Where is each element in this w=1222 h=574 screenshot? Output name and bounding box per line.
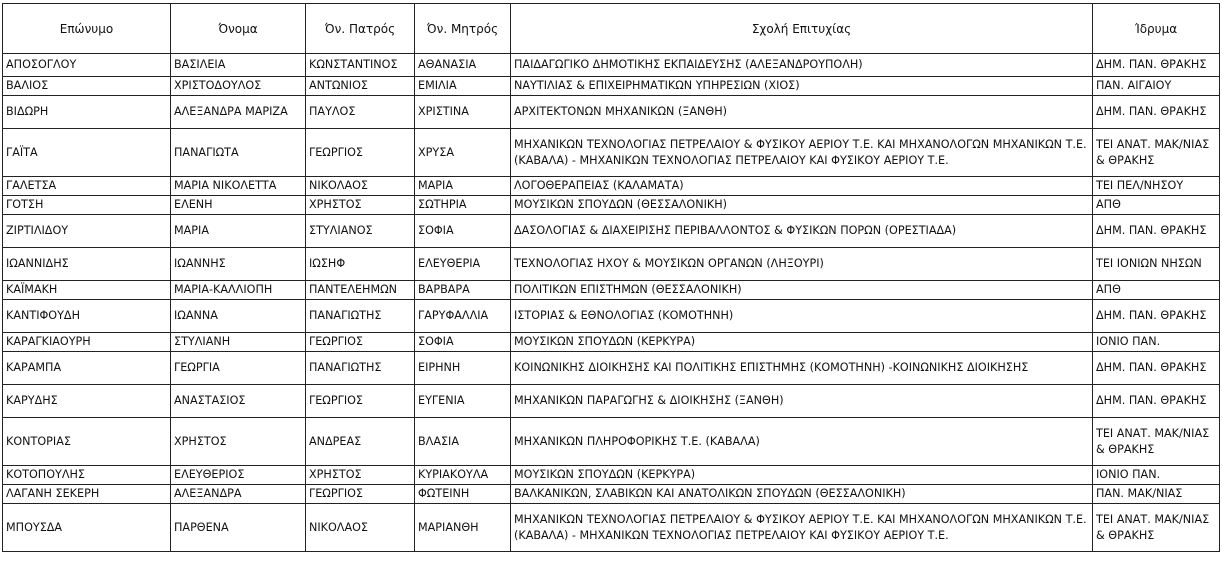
cell-name: ΑΝΑΣΤΑΣΙΟΣ: [171, 385, 306, 418]
cell-institution: ΑΠΘ: [1093, 196, 1220, 215]
cell-name: ΕΛΕΝΗ: [171, 196, 306, 215]
cell-father-name: ΠΑΝΑΓΙΩΤΗΣ: [306, 352, 415, 385]
header-surname: Επώνυμο: [3, 4, 171, 54]
cell-institution: ΠΑΝ. ΜΑΚ/ΝΙΑΣ: [1093, 485, 1220, 504]
cell-institution: ΔΗΜ. ΠΑΝ. ΘΡΑΚΗΣ: [1093, 96, 1220, 129]
cell-name: ΒΑΣΙΛΕΙΑ: [171, 54, 306, 77]
table-row: [3, 385, 1220, 418]
table-row: [3, 352, 1220, 385]
cell-school: ΙΣΤΟΡΙΑΣ & ΕΘΝΟΛΟΓΙΑΣ (ΚΟΜΟΤΗΝΗ): [511, 300, 1093, 333]
cell-surname: ΒΑΛΙΟΣ: [3, 77, 171, 96]
cell-mother-name: ΧΡΙΣΤΙΝΑ: [415, 96, 511, 129]
cell-institution: ΤΕΙ ΑΝΑΤ. ΜΑΚ/ΝΙΑΣ & ΘΡΑΚΗΣ: [1093, 129, 1220, 177]
cell-institution: ΤΕΙ ΑΝΑΤ. ΜΑΚ/ΝΙΑΣ & ΘΡΑΚΗΣ: [1093, 418, 1220, 466]
cell-father-name: ΓΕΩΡΓΙΟΣ: [306, 333, 415, 352]
header-school: Σχολή Επιτυχίας: [511, 4, 1093, 54]
table-row: [3, 466, 1220, 485]
cell-school: ΜΗΧΑΝΙΚΩΝ ΤΕΧΝΟΛΟΓΙΑΣ ΠΕΤΡΕΛΑΙΟΥ & ΦΥΣΙΚΟΥ ΑΕΡΙΟΥ Τ.Ε. ΚΑΙ ΜΗΧΑΝΟΛΟΓΩΝ ΜΗΧΑΝΙΚΩΝ Τ.Ε. (ΚΑΒΑΛΑ) - ΜΗΧΑΝΙΚΩΝ ΤΕΧΝΟΛΟΓΙΑΣ ΠΕΤΡΕΛΑΙΟΥ ΚΑΙ ΦΥΣΙΚΟΥ ΑΕΡΙΟΥ Τ.Ε.: [511, 504, 1093, 552]
table-row: [3, 485, 1220, 504]
cell-school: ΠΑΙΔΑΓΩΓΙΚΟ ΔΗΜΟΤΙΚΗΣ ΕΚΠΑΙΔΕΥΣΗΣ (ΑΛΕΞΑΝΔΡΟΥΠΟΛΗ): [511, 54, 1093, 77]
table-row: [3, 215, 1220, 248]
cell-institution: ΔΗΜ. ΠΑΝ. ΘΡΑΚΗΣ: [1093, 352, 1220, 385]
cell-surname: ΖΙΡΤΙΛΙΔΟΥ: [3, 215, 171, 248]
cell-father-name: ΓΕΩΡΓΙΟΣ: [306, 129, 415, 177]
cell-name: ΙΩΑΝΝΗΣ: [171, 248, 306, 281]
table-row: [3, 333, 1220, 352]
cell-father-name: ΚΩΝΣΤΑΝΤΙΝΟΣ: [306, 54, 415, 77]
cell-school: ΠΟΛΙΤΙΚΩΝ ΕΠΙΣΤΗΜΩΝ (ΘΕΣΣΑΛΟΝΙΚΗ): [511, 281, 1093, 300]
cell-surname: ΓΟΤΣΗ: [3, 196, 171, 215]
cell-institution: ΤΕΙ ΙΟΝΙΩΝ ΝΗΣΩΝ: [1093, 248, 1220, 281]
cell-name: ΕΛΕΥΘΕΡΙΟΣ: [171, 466, 306, 485]
cell-name: ΑΛΕΞΑΝΔΡΑ: [171, 485, 306, 504]
results-table-container: [2, 3, 1220, 552]
cell-mother-name: ΕΜΙΛΙΑ: [415, 77, 511, 96]
table-row: [3, 248, 1220, 281]
table-row: [3, 300, 1220, 333]
cell-surname: ΜΠΟΥΣΔΑ: [3, 504, 171, 552]
cell-institution: ΙΟΝΙΟ ΠΑΝ.: [1093, 333, 1220, 352]
cell-name: ΣΤΥΛΙΑΝΗ: [171, 333, 306, 352]
cell-name: ΜΑΡΙΑ-ΚΑΛΛΙΟΠΗ: [171, 281, 306, 300]
cell-father-name: ΓΕΩΡΓΙΟΣ: [306, 485, 415, 504]
cell-mother-name: ΕΥΓΕΝΙΑ: [415, 385, 511, 418]
cell-school: ΜΟΥΣΙΚΩΝ ΣΠΟΥΔΩΝ (ΘΕΣΣΑΛΟΝΙΚΗ): [511, 196, 1093, 215]
cell-surname: ΚΑΝΤΙΦΟΥΔΗ: [3, 300, 171, 333]
cell-mother-name: ΜΑΡΙΑΝΘΗ: [415, 504, 511, 552]
cell-mother-name: ΣΩΤΗΡΙΑ: [415, 196, 511, 215]
table-row: [3, 196, 1220, 215]
cell-mother-name: ΒΑΡΒΑΡΑ: [415, 281, 511, 300]
cell-school: ΛΟΓΟΘΕΡΑΠΕΙΑΣ (ΚΑΛΑΜΑΤΑ): [511, 177, 1093, 196]
cell-name: ΑΛΕΞΑΝΔΡΑ ΜΑΡΙΖΑ: [171, 96, 306, 129]
cell-mother-name: ΧΡΥΣΑ: [415, 129, 511, 177]
cell-mother-name: ΣΟΦΙΑ: [415, 215, 511, 248]
cell-surname: ΛΑΓΑΝΗ ΣΕΚΕΡΗ: [3, 485, 171, 504]
table-row: [3, 77, 1220, 96]
table-row: [3, 54, 1220, 77]
cell-mother-name: ΕΙΡΗΝΗ: [415, 352, 511, 385]
cell-school: ΒΑΛΚΑΝΙΚΩΝ, ΣΛΑΒΙΚΩΝ ΚΑΙ ΑΝΑΤΟΛΙΚΩΝ ΣΠΟΥΔΩΝ (ΘΕΣΣΑΛΟΝΙΚΗ): [511, 485, 1093, 504]
cell-school: ΤΕΧΝΟΛΟΓΙΑΣ ΗΧΟΥ & ΜΟΥΣΙΚΩΝ ΟΡΓΑΝΩΝ (ΛΗΞΟΥΡΙ): [511, 248, 1093, 281]
cell-mother-name: ΑΘΑΝΑΣΙΑ: [415, 54, 511, 77]
cell-father-name: ΙΩΣΗΦ: [306, 248, 415, 281]
cell-institution: ΤΕΙ ΑΝΑΤ. ΜΑΚ/ΝΙΑΣ & ΘΡΑΚΗΣ: [1093, 504, 1220, 552]
header-institution: Ίδρυμα: [1093, 4, 1220, 54]
cell-institution: ΔΗΜ. ΠΑΝ. ΘΡΑΚΗΣ: [1093, 215, 1220, 248]
cell-surname: ΚΑΪΜΑΚΗ: [3, 281, 171, 300]
cell-mother-name: ΦΩΤΕΙΝΗ: [415, 485, 511, 504]
table-row: [3, 177, 1220, 196]
header-father-name: Όν. Πατρός: [306, 4, 415, 54]
cell-school: ΚΟΙΝΩΝΙΚΗΣ ΔΙΟΙΚΗΣΗΣ ΚΑΙ ΠΟΛΙΤΙΚΗΣ ΕΠΙΣΤΗΜΗΣ (ΚΟΜΟΤΗΝΗ) -ΚΟΙΝΩΝΙΚΗΣ ΔΙΟΙΚΗΣΗΣ: [511, 352, 1093, 385]
cell-father-name: ΠΑΥΛΟΣ: [306, 96, 415, 129]
cell-school: ΔΑΣΟΛΟΓΙΑΣ & ΔΙΑΧΕΙΡΙΣΗΣ ΠΕΡΙΒΑΛΛΟΝΤΟΣ & ΦΥΣΙΚΩΝ ΠΟΡΩΝ (ΟΡΕΣΤΙΑΔΑ): [511, 215, 1093, 248]
table-row: [3, 281, 1220, 300]
header-mother-name: Όν. Μητρός: [415, 4, 511, 54]
cell-name: ΠΑΡΘΕΝΑ: [171, 504, 306, 552]
cell-school: ΜΗΧΑΝΙΚΩΝ ΠΛΗΡΟΦΟΡΙΚΗΣ Τ.Ε. (ΚΑΒΑΛΑ): [511, 418, 1093, 466]
cell-institution: ΔΗΜ. ΠΑΝ. ΘΡΑΚΗΣ: [1093, 385, 1220, 418]
cell-father-name: ΝΙΚΟΛΑΟΣ: [306, 504, 415, 552]
cell-father-name: ΧΡΗΣΤΟΣ: [306, 466, 415, 485]
cell-school: ΝΑΥΤΙΛΙΑΣ & ΕΠΙΧΕΙΡΗΜΑΤΙΚΩΝ ΥΠΗΡΕΣΙΩΝ (ΧΙΟΣ): [511, 77, 1093, 96]
header-row: [3, 4, 1220, 54]
cell-mother-name: ΜΑΡΙΑ: [415, 177, 511, 196]
table-row: [3, 504, 1220, 552]
cell-father-name: ΝΙΚΟΛΑΟΣ: [306, 177, 415, 196]
cell-surname: ΚΑΡΑΜΠΑ: [3, 352, 171, 385]
cell-school: ΜΟΥΣΙΚΩΝ ΣΠΟΥΔΩΝ (ΚΕΡΚΥΡΑ): [511, 466, 1093, 485]
table-row: [3, 418, 1220, 466]
cell-mother-name: ΒΛΑΣΙΑ: [415, 418, 511, 466]
cell-school: ΜΗΧΑΝΙΚΩΝ ΤΕΧΝΟΛΟΓΙΑΣ ΠΕΤΡΕΛΑΙΟΥ & ΦΥΣΙΚΟΥ ΑΕΡΙΟΥ Τ.Ε. ΚΑΙ ΜΗΧΑΝΟΛΟΓΩΝ ΜΗΧΑΝΙΚΩΝ Τ.Ε. (ΚΑΒΑΛΑ) - ΜΗΧΑΝΙΚΩΝ ΤΕΧΝΟΛΟΓΙΑΣ ΠΕΤΡΕΛΑΙΟΥ ΚΑΙ ΦΥΣΙΚΟΥ ΑΕΡΙΟΥ Τ.Ε.: [511, 129, 1093, 177]
cell-surname: ΑΠΟΣΟΓΛΟΥ: [3, 54, 171, 77]
cell-father-name: ΑΝΔΡΕΑΣ: [306, 418, 415, 466]
cell-institution: ΔΗΜ. ΠΑΝ. ΘΡΑΚΗΣ: [1093, 300, 1220, 333]
cell-institution: ΔΗΜ. ΠΑΝ. ΘΡΑΚΗΣ: [1093, 54, 1220, 77]
cell-surname: ΚΟΝΤΟΡΙΑΣ: [3, 418, 171, 466]
cell-surname: ΚΑΡΑΓΚΙΑΟΥΡΗ: [3, 333, 171, 352]
cell-institution: ΠΑΝ. ΑΙΓΑΙΟΥ: [1093, 77, 1220, 96]
cell-name: ΧΡΙΣΤΟΔΟΥΛΟΣ: [171, 77, 306, 96]
cell-institution: ΑΠΘ: [1093, 281, 1220, 300]
cell-father-name: ΓΕΩΡΓΙΟΣ: [306, 385, 415, 418]
cell-surname: ΒΙΔΩΡΗ: [3, 96, 171, 129]
cell-name: ΓΕΩΡΓΙΑ: [171, 352, 306, 385]
cell-name: ΜΑΡΙΑ: [171, 215, 306, 248]
cell-name: ΧΡΗΣΤΟΣ: [171, 418, 306, 466]
header-name: Όνομα: [171, 4, 306, 54]
cell-surname: ΚΑΡΥΔΗΣ: [3, 385, 171, 418]
cell-institution: ΤΕΙ ΠΕΛ/ΝΗΣΟΥ: [1093, 177, 1220, 196]
cell-mother-name: ΓΑΡΥΦΑΛΛΙΑ: [415, 300, 511, 333]
cell-father-name: ΣΤΥΛΙΑΝΟΣ: [306, 215, 415, 248]
cell-father-name: ΑΝΤΩΝΙΟΣ: [306, 77, 415, 96]
cell-mother-name: ΕΛΕΥΘΕΡΙΑ: [415, 248, 511, 281]
results-table: [2, 3, 1220, 552]
cell-father-name: ΠΑΝΤΕΛΕΗΜΩΝ: [306, 281, 415, 300]
table-row: [3, 96, 1220, 129]
cell-institution: ΙΟΝΙΟ ΠΑΝ.: [1093, 466, 1220, 485]
cell-name: ΙΩΑΝΝΑ: [171, 300, 306, 333]
cell-school: ΜΟΥΣΙΚΩΝ ΣΠΟΥΔΩΝ (ΚΕΡΚΥΡΑ): [511, 333, 1093, 352]
cell-father-name: ΧΡΗΣΤΟΣ: [306, 196, 415, 215]
table-row: [3, 129, 1220, 177]
cell-school: ΑΡΧΙΤΕΚΤΟΝΩΝ ΜΗΧΑΝΙΚΩΝ (ΞΑΝΘΗ): [511, 96, 1093, 129]
cell-name: ΜΑΡΙΑ ΝΙΚΟΛΕΤΤΑ: [171, 177, 306, 196]
cell-mother-name: ΚΥΡΙΑΚΟΥΛΑ: [415, 466, 511, 485]
cell-father-name: ΠΑΝΑΓΙΩΤΗΣ: [306, 300, 415, 333]
cell-name: ΠΑΝΑΓΙΩΤΑ: [171, 129, 306, 177]
cell-surname: ΙΩΑΝΝΙΔΗΣ: [3, 248, 171, 281]
cell-mother-name: ΣΟΦΙΑ: [415, 333, 511, 352]
cell-surname: ΓΑΛΕΤΣΑ: [3, 177, 171, 196]
cell-school: ΜΗΧΑΝΙΚΩΝ ΠΑΡΑΓΩΓΗΣ & ΔΙΟΙΚΗΣΗΣ (ΞΑΝΘΗ): [511, 385, 1093, 418]
cell-surname: ΚΟΤΟΠΟΥΛΗΣ: [3, 466, 171, 485]
cell-surname: ΓΑΪΤΑ: [3, 129, 171, 177]
